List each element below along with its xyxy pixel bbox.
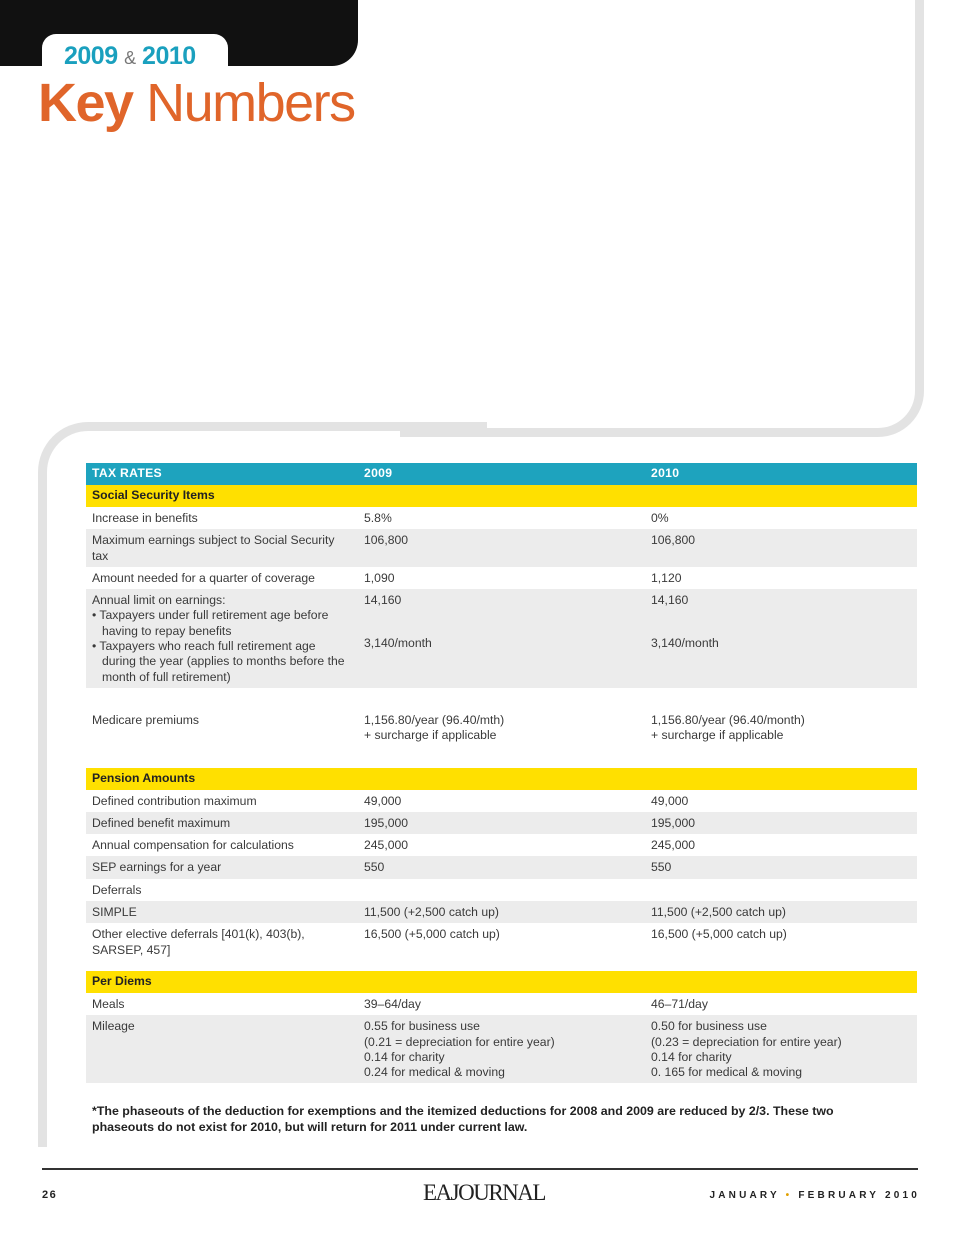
column-header-tax-rates: TAX RATES xyxy=(86,463,358,485)
value-2010: 195,000 xyxy=(645,812,917,834)
row-label: Other elective deferrals [401(k), 403(b), SARSEP, 457] xyxy=(92,927,305,957)
value-2010: 550 xyxy=(645,856,917,878)
table-row xyxy=(86,856,917,878)
value-2009 xyxy=(358,709,645,747)
value-2010: 1,120 xyxy=(651,570,682,585)
row-label: Annual compensation for calculations xyxy=(92,838,294,853)
section-header-pension xyxy=(86,768,917,790)
value-2009: 11,500 (+2,500 catch up) xyxy=(358,901,645,923)
table-row-medicare xyxy=(86,709,917,747)
column-header-2010: 2010 xyxy=(645,463,917,485)
section-header-per-diems xyxy=(86,971,917,993)
row-label: Mileage xyxy=(86,1015,358,1083)
footer-rule xyxy=(42,1168,918,1170)
table-row-annual-limit xyxy=(86,589,917,688)
mileage-2009-line: 0.14 for charity xyxy=(364,1049,445,1064)
year-2009: 2009 xyxy=(64,42,118,70)
value-2009 xyxy=(358,589,645,688)
column-header-2009: 2009 xyxy=(358,463,645,485)
value-2010: 245,000 xyxy=(651,838,696,853)
annual-limit-2010-b: 3,140/month xyxy=(651,636,719,651)
row-label: Maximum earnings subject to Social Security tax xyxy=(86,529,358,567)
row-label: Defined benefit maximum xyxy=(86,812,358,834)
value-2010: 16,500 (+5,000 catch up) xyxy=(651,927,787,942)
medicare-2009-line-2: + surcharge if applicable xyxy=(364,728,497,743)
value-2010: 11,500 (+2,500 catch up) xyxy=(645,901,917,923)
medicare-2010-line-1: 1,156.80/year (96.40/month) xyxy=(651,712,805,727)
issue-date xyxy=(709,1190,920,1201)
mileage-2010-line: 0.14 for charity xyxy=(651,1049,732,1064)
row-label: Medicare premiums xyxy=(92,712,200,727)
value-2009: 245,000 xyxy=(364,838,409,853)
row-label xyxy=(86,589,358,688)
table-row xyxy=(86,923,917,961)
section-header-social-security xyxy=(86,485,917,507)
row-label: SEP earnings for a year xyxy=(86,856,358,878)
mileage-2009-line: 0.24 for medical & moving xyxy=(364,1065,505,1080)
ampersand: & xyxy=(124,48,136,68)
section-title: Per Diems xyxy=(86,971,917,993)
value-2009: 49,000 xyxy=(364,793,402,808)
issue-month-1: JANUARY xyxy=(709,1190,780,1201)
table-row xyxy=(86,790,917,812)
table-row xyxy=(86,507,917,529)
table-header-row xyxy=(86,463,917,485)
mileage-2009-line: 0.55 for business use xyxy=(364,1019,480,1034)
issue-separator: • xyxy=(785,1190,793,1201)
annual-limit-label: Annual limit on earnings: xyxy=(92,593,226,608)
decorative-frame-right xyxy=(400,0,924,437)
issue-month-2: FEBRUARY 2010 xyxy=(798,1190,920,1201)
mileage-2010-line: (0.23 = depreciation for entire year) xyxy=(651,1034,842,1049)
table-row xyxy=(86,834,917,856)
annual-limit-bullet-1: • Taxpayers under full retirement age before having to repay benefits xyxy=(92,608,329,638)
table-row-meals xyxy=(86,993,917,1015)
table-row xyxy=(86,529,917,567)
medicare-2010-line-2: + surcharge if applicable xyxy=(651,728,784,743)
annual-limit-2009-a: 14,160 xyxy=(364,593,402,608)
value-2009: 106,800 xyxy=(358,529,645,567)
spacer-row xyxy=(86,747,917,768)
footnote: *The phaseouts of the deduction for exemptions and the itemized deductions for 2008 and 2009 are reduced by 2/3. These two phaseouts do not exist for 2010, but will return for 2011 under current law. xyxy=(92,1104,834,1134)
value-2010: 0% xyxy=(651,511,669,525)
table-row xyxy=(86,879,917,901)
medicare-2009-line-1: 1,156.80/year (96.40/mth) xyxy=(364,712,505,727)
years-label xyxy=(64,42,196,71)
row-label: Deferrals xyxy=(92,882,142,897)
value-2010: 49,000 xyxy=(651,793,689,808)
value-2009 xyxy=(358,879,645,901)
row-label: Meals xyxy=(92,996,125,1011)
row-label: SIMPLE xyxy=(86,901,358,923)
mileage-2009-line: (0.21 = depreciation for entire year) xyxy=(364,1034,555,1049)
table-row-mileage xyxy=(86,1015,917,1083)
value-2009 xyxy=(358,1015,645,1083)
value-2009: 195,000 xyxy=(358,812,645,834)
journal-logo: EAJOURNAL xyxy=(423,1180,545,1205)
title-numbers: Numbers xyxy=(146,73,355,133)
page-number: 26 xyxy=(42,1189,58,1201)
value-2010 xyxy=(645,589,917,688)
spacer-row xyxy=(86,688,917,709)
year-2010: 2010 xyxy=(142,42,196,70)
value-2009: 550 xyxy=(358,856,645,878)
table-row xyxy=(86,901,917,923)
page-title xyxy=(38,72,355,134)
value-2010 xyxy=(645,709,917,747)
spacer-row xyxy=(86,961,917,971)
value-2009: 1,090 xyxy=(364,570,395,585)
title-key: Key xyxy=(38,73,133,133)
row-label: Defined contribution maximum xyxy=(92,793,257,808)
value-2010 xyxy=(645,879,917,901)
value-2009: 5.8% xyxy=(364,511,392,525)
mileage-2010-line: 0.50 for business use xyxy=(651,1019,767,1034)
mileage-2010-line: 0. 165 for medical & moving xyxy=(651,1065,803,1080)
section-title: Social Security Items xyxy=(86,485,917,507)
annual-limit-2009-b: 3,140/month xyxy=(364,636,432,651)
annual-limit-bullet-2: • Taxpayers who reach full retirement age during the year (applies to months before the month of full retirement) xyxy=(92,639,345,684)
row-label: Amount needed for a quarter of coverage xyxy=(92,570,315,585)
value-2010: 106,800 xyxy=(645,529,917,567)
value-2009: 16,500 (+5,000 catch up) xyxy=(364,927,500,942)
annual-limit-2010-a: 14,160 xyxy=(651,593,689,608)
value-2010: 46–71/day xyxy=(651,996,708,1011)
table-row xyxy=(86,567,917,589)
value-2010 xyxy=(645,1015,917,1083)
row-label: Increase in benefits xyxy=(92,511,198,525)
value-2009: 39–64/day xyxy=(364,996,421,1011)
section-title: Pension Amounts xyxy=(86,768,917,790)
table-row xyxy=(86,812,917,834)
tax-rates-table xyxy=(86,463,917,1083)
